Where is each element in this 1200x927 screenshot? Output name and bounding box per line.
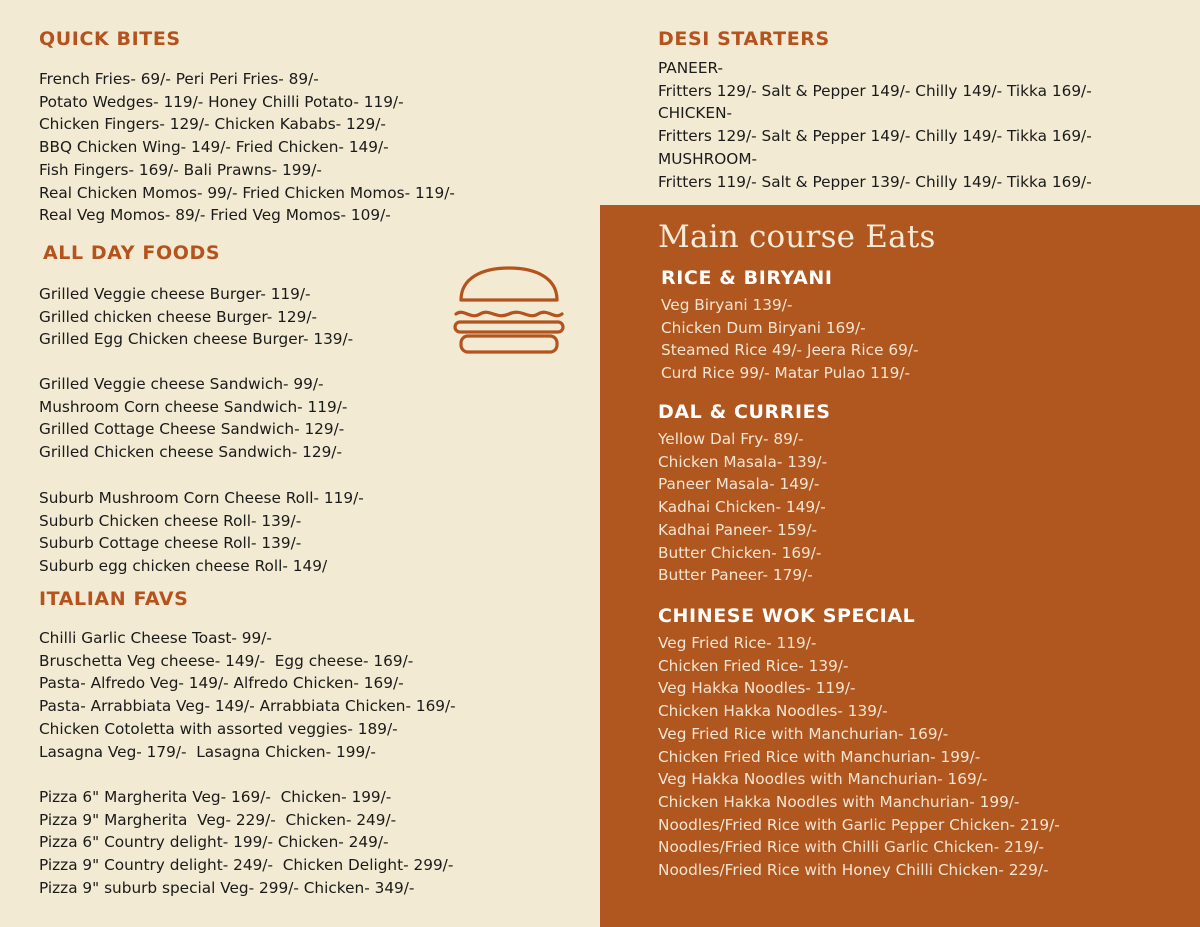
- menu-item: Noodles/Fried Rice with Honey Chilli Chicken- 229/-: [658, 861, 1049, 880]
- menu-item: Yellow Dal Fry- 89/-: [658, 430, 804, 448]
- menu-item: Suburb Mushroom Corn Cheese Roll- 119/-: [39, 489, 364, 507]
- menu-item: Suburb Cottage cheese Roll- 139/-: [39, 534, 302, 553]
- all-day-foods-title: ALL DAY FOODS: [43, 242, 221, 264]
- burger-list: [39, 283, 353, 351]
- burger-icon: [452, 264, 566, 356]
- menu-item: Pizza 9" Country delight- 249/- Chicken Delight- 299/-: [39, 856, 454, 875]
- pizza-list: [39, 786, 453, 900]
- menu-item: Grilled Egg Chicken cheese Burger- 139/-: [39, 330, 354, 349]
- menu-item: Fritters 129/- Salt & Pepper 149/- Chilly 149/- Tikka 169/-: [658, 127, 1092, 146]
- menu-item: Pasta- Arrabbiata Veg- 149/- Arrabbiata Chicken- 169/-: [39, 697, 456, 716]
- menu-item: Suburb egg chicken cheese Roll- 149/: [39, 557, 328, 576]
- menu-item: Paneer Masala- 149/-: [658, 475, 820, 494]
- menu-item: French Fries- 69/- Peri Peri Fries- 89/-: [39, 70, 319, 88]
- menu-item: Chicken Fried Rice- 139/-: [658, 656, 849, 675]
- dal-curries-title: DAL & CURRIES: [658, 401, 831, 423]
- menu-item: CHICKEN-: [658, 104, 733, 123]
- menu-item: Veg Hakka Noodles with Manchurian- 169/-: [658, 770, 988, 789]
- quick-bites-list: [39, 68, 455, 227]
- menu-item: Chicken Cotoletta with assorted veggies- 189/-: [39, 719, 398, 738]
- italian-favs-title: ITALIAN FAVS: [39, 588, 189, 610]
- chinese-wok-list: [658, 632, 1060, 882]
- menu-item: MUSHROOM-: [658, 149, 758, 168]
- menu-item: Grilled Veggie cheese Sandwich- 99/-: [39, 375, 324, 393]
- menu-item: Real Chicken Momos- 99/- Fried Chicken Momos- 119/-: [39, 183, 455, 202]
- menu-item: Veg Fried Rice with Manchurian- 169/-: [658, 724, 949, 743]
- menu-item: Chicken Fingers- 129/- Chicken Kababs- 129/-: [39, 115, 386, 134]
- menu-item: Curd Rice 99/- Matar Pulao 119/-: [661, 364, 910, 383]
- menu-item: Lasagna Veg- 179/- Lasagna Chicken- 199/-: [39, 742, 376, 761]
- dal-curries-list: [658, 428, 827, 587]
- menu-item: Grilled Chicken cheese Sandwich- 129/-: [39, 443, 342, 462]
- menu-item: Real Veg Momos- 89/- Fried Veg Momos- 109/-: [39, 206, 391, 225]
- menu-item: Pasta- Alfredo Veg- 149/- Alfredo Chicken- 169/-: [39, 674, 404, 693]
- menu-item: Grilled Veggie cheese Burger- 119/-: [39, 285, 311, 303]
- menu-item: PANEER-: [658, 59, 724, 77]
- menu-item: BBQ Chicken Wing- 149/- Fried Chicken- 149/-: [39, 138, 389, 157]
- menu-item: Bruschetta Veg cheese- 149/- Egg cheese- 169/-: [39, 651, 414, 670]
- menu-item: Butter Chicken- 169/-: [658, 543, 822, 562]
- menu-item: Veg Biryani 139/-: [661, 296, 793, 314]
- chinese-wok-title: CHINESE WOK SPECIAL: [658, 605, 916, 627]
- menu-item: Chicken Hakka Noodles with Manchurian- 199/-: [658, 792, 1020, 811]
- menu-item: Kadhai Chicken- 149/-: [658, 498, 826, 517]
- menu-item: Mushroom Corn cheese Sandwich- 119/-: [39, 397, 348, 416]
- menu-item: Noodles/Fried Rice with Garlic Pepper Chicken- 219/-: [658, 815, 1060, 834]
- menu-item: Steamed Rice 49/- Jeera Rice 69/-: [661, 341, 919, 360]
- rice-biryani-title: RICE & BIRYANI: [661, 267, 833, 289]
- quick-bites-title: QUICK BITES: [39, 28, 181, 50]
- menu-item: Fritters 119/- Salt & Pepper 139/- Chilly 149/- Tikka 169/-: [658, 172, 1092, 191]
- menu-item: Veg Hakka Noodles- 119/-: [658, 679, 856, 698]
- menu-item: Butter Paneer- 179/-: [658, 566, 813, 585]
- menu-item: Kadhai Paneer- 159/-: [658, 520, 818, 539]
- main-course-panel: [600, 205, 1200, 927]
- menu-item: Chilli Garlic Cheese Toast- 99/-: [39, 629, 272, 647]
- desi-starters-list: [658, 57, 1092, 193]
- menu-item: Potato Wedges- 119/- Honey Chilli Potato- 119/-: [39, 92, 404, 111]
- menu-item: Fish Fingers- 169/- Bali Prawns- 199/-: [39, 160, 322, 179]
- menu-item: Pizza 9" Margherita Veg- 229/- Chicken- 249/-: [39, 810, 397, 829]
- rice-biryani-list: [661, 294, 919, 385]
- menu-item: Chicken Hakka Noodles- 139/-: [658, 702, 888, 721]
- menu-item: Pizza 9" suburb special Veg- 299/- Chicken- 349/-: [39, 878, 415, 897]
- roll-list: [39, 487, 364, 578]
- desi-starters-title: DESI STARTERS: [658, 28, 830, 50]
- main-course-title: Main course Eats: [658, 219, 936, 255]
- sandwich-list: [39, 373, 347, 464]
- menu-item: Pizza 6" Country delight- 199/- Chicken- 249/-: [39, 833, 389, 852]
- menu-item: Grilled chicken cheese Burger- 129/-: [39, 307, 317, 326]
- menu-item: Chicken Dum Biryani 169/-: [661, 318, 866, 337]
- menu-item: Veg Fried Rice- 119/-: [658, 634, 817, 652]
- menu-item: Pizza 6" Margherita Veg- 169/- Chicken- 199/-: [39, 788, 392, 806]
- italian-list: [39, 627, 456, 763]
- menu-item: Suburb Chicken cheese Roll- 139/-: [39, 511, 302, 530]
- menu-item: Grilled Cottage Cheese Sandwich- 129/-: [39, 420, 345, 439]
- menu-item: Chicken Masala- 139/-: [658, 452, 828, 471]
- menu-item: Chicken Fried Rice with Manchurian- 199/-: [658, 747, 981, 766]
- menu-item: Noodles/Fried Rice with Chilli Garlic Chicken- 219/-: [658, 838, 1044, 857]
- menu-item: Fritters 129/- Salt & Pepper 149/- Chilly 149/- Tikka 169/-: [658, 81, 1092, 100]
